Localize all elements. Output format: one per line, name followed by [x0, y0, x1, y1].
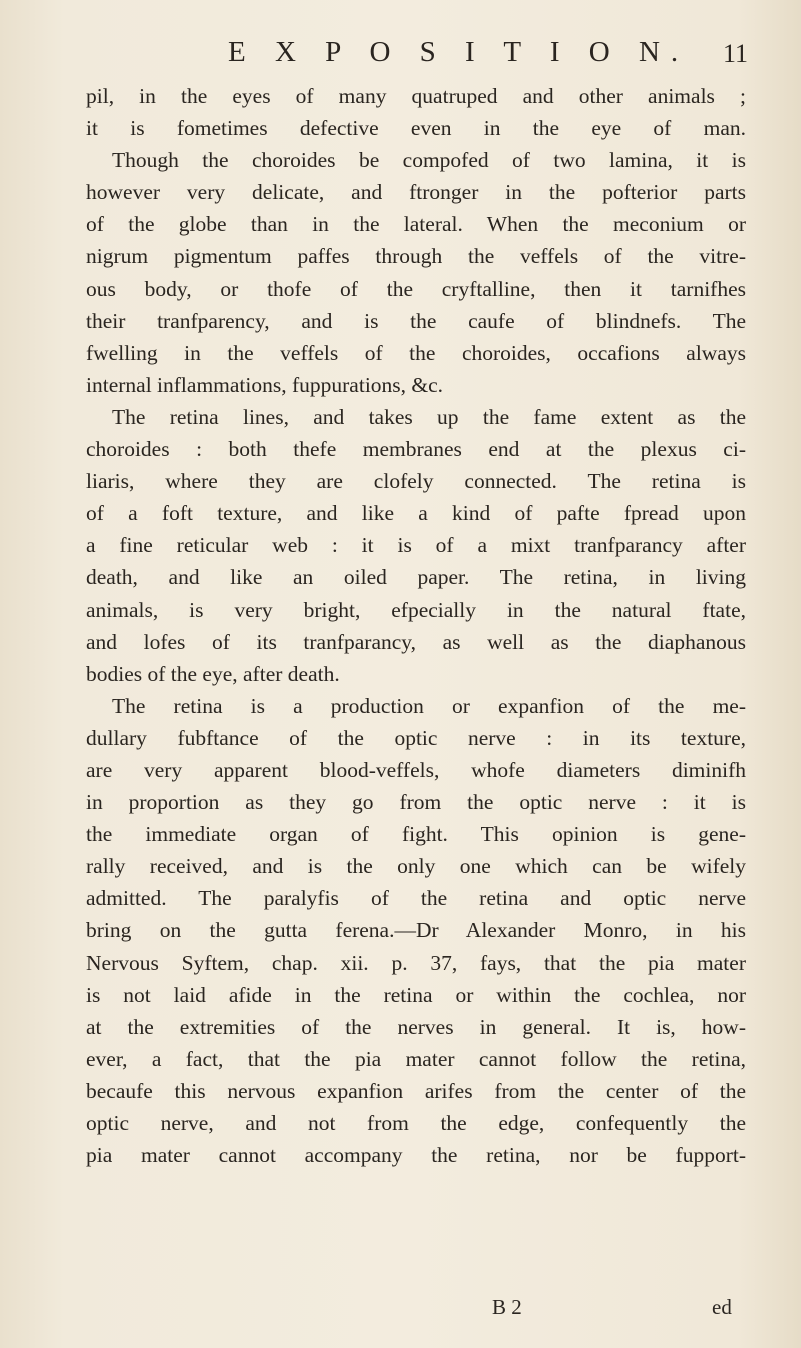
text-line: it is fometimes defective even in the eye of man. — [86, 116, 746, 141]
text-line: liaris, where they are clofely connected. The retina is — [86, 469, 746, 494]
text-line: choroides : both thefe membranes end at the plexus ci- — [86, 437, 746, 462]
text-line: Though the choroides be compofed of two lamina, it is — [112, 148, 746, 173]
text-line: ever, a fact, that the pia mater cannot follow the retina, — [86, 1046, 746, 1071]
signature-mark: B 2 — [492, 1295, 522, 1319]
text-line: and lofes of its tranfparancy, as well as the diaphanous — [86, 629, 746, 654]
text-line: their tranfparency, and is the caufe of blindnefs. The — [86, 308, 746, 333]
text-line: bodies of the eye, after death. — [86, 661, 340, 686]
text-line: dullary fubftance of the optic nerve : in its texture, — [86, 725, 746, 750]
text-line: at the extremities of the nerves in general. It is, how- — [86, 1014, 746, 1039]
text-line: of a foft texture, and like a kind of pafte fpread upon — [86, 501, 746, 526]
text-line: ous body, or thofe of the cryftalline, then it tarnifhes — [86, 276, 746, 301]
text-line: internal inflammations, fuppurations, &c. — [86, 372, 444, 397]
text-line: Nervous Syftem, chap. xii. p. 37, fays, that the pia mater — [86, 950, 746, 975]
text-line: admitted. The paralyfis of the retina and optic nerve — [86, 886, 746, 911]
running-head — [0, 36, 801, 76]
text-line: rally received, and is the only one which can be wifely — [86, 854, 746, 879]
text-line: a fine reticular web : it is of a mixt tranfparancy after — [86, 533, 746, 558]
page-footer — [0, 1295, 801, 1327]
text-line: of the globe than in the lateral. When the meconium or — [86, 212, 746, 237]
text-line: pia mater cannot accompany the retina, nor be fupport- — [86, 1143, 746, 1168]
page-number: 11 — [723, 39, 749, 68]
running-title: E X P O S I T I O N. — [228, 36, 690, 68]
text-line: The retina lines, and takes up the fame extent as the — [112, 404, 746, 429]
text-line: animals, is very bright, efpecially in the natural ftate, — [86, 597, 746, 622]
text-line: bring on the gutta ferena.—Dr Alexander Monro, in his — [86, 918, 746, 943]
text-line: however very delicate, and ftronger in the pofterior parts — [86, 180, 746, 205]
text-line: fwelling in the veffels of the choroides, occafions always — [86, 340, 746, 365]
text-line: in proportion as they go from the optic nerve : it is — [86, 790, 746, 815]
catchword: ed — [712, 1295, 732, 1319]
text-line: optic nerve, and not from the edge, confequently the — [86, 1111, 746, 1135]
text-line: is not laid afide in the retina or within the cochlea, nor — [86, 982, 746, 1007]
text-line: the immediate organ of fight. This opinion is gene- — [86, 822, 746, 847]
text-line: pil, in the eyes of many quatruped and other animals ; — [86, 84, 746, 108]
text-line: death, and like an oiled paper. The retina, in living — [86, 565, 746, 590]
body-text — [86, 80, 746, 1171]
text-line: becaufe this nervous expanfion arifes from the center of the — [86, 1078, 746, 1103]
text-line: The retina is a production or expanfion of the me- — [112, 693, 746, 718]
text-line: nigrum pigmentum paffes through the veffels of the vitre- — [86, 244, 746, 269]
text-line: are very apparent blood-veffels, whofe diameters diminifh — [86, 757, 746, 782]
